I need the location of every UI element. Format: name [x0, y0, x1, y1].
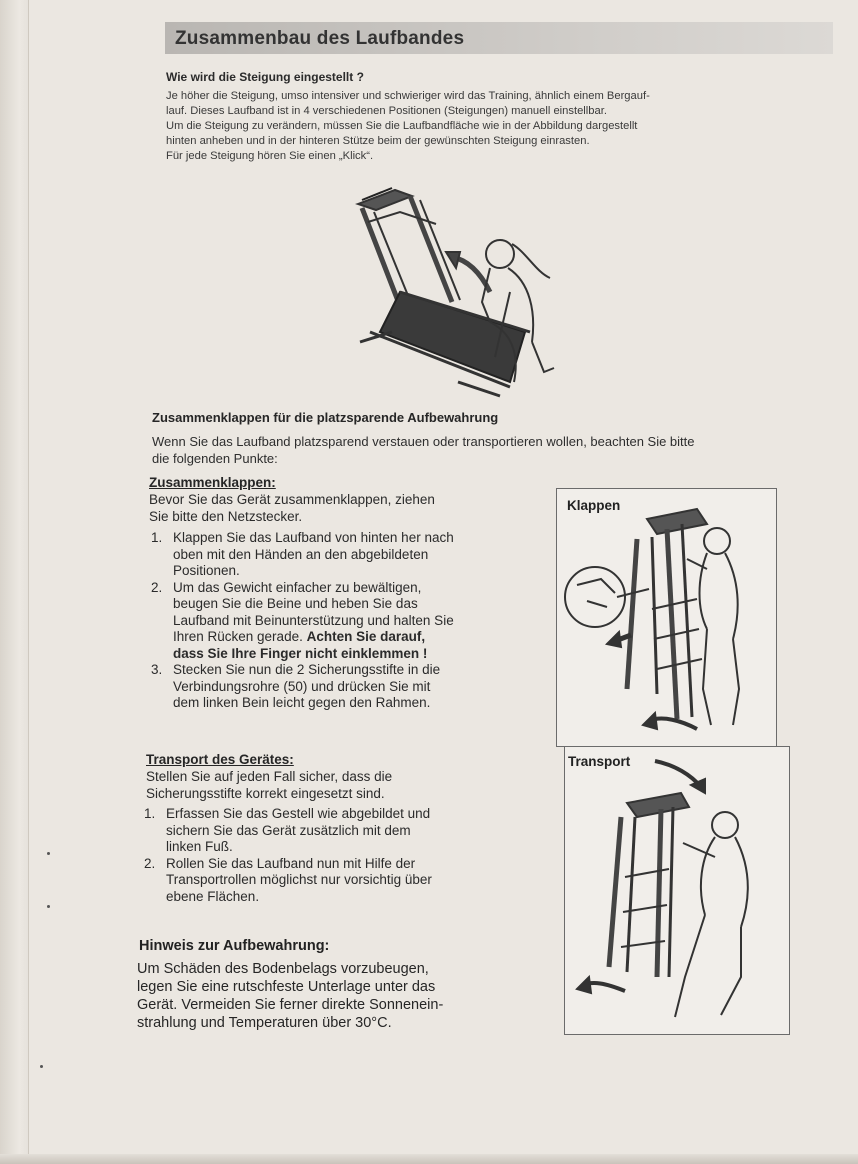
folding-step	[151, 662, 531, 712]
folding-subheading: Zusammenklappen:	[149, 475, 276, 490]
step-line: ebene Flächen.	[166, 888, 260, 904]
step-line: oben mit den Händen an den abgebildeten	[173, 546, 429, 562]
page-title: Zusammenbau des Laufbandes	[175, 28, 465, 49]
transport-label: Transport	[568, 754, 631, 769]
step-number: 2.	[144, 855, 156, 871]
incline-line: hinten anheben und in der hinteren Stütze beim der gewünschten Steigung einrasten.	[166, 135, 590, 147]
step-warning: Achten Sie darauf,	[306, 629, 426, 644]
transport-step	[144, 856, 524, 906]
transport-figure-panel	[564, 746, 790, 1035]
klappen-figure-panel	[556, 488, 777, 747]
step-warning: dass Sie Ihre Finger nicht einklemmen !	[173, 645, 428, 661]
step-line: beugen Sie die Beine und heben Sie das	[173, 596, 418, 611]
step-line: Positionen.	[173, 563, 240, 578]
incline-illustration	[340, 182, 580, 397]
step-line: sichern Sie das Gerät zusätzlich mit dem	[166, 822, 411, 838]
folding-intro	[152, 433, 695, 467]
folding-intro-line: Wenn Sie das Laufband platzsparend verstauen oder transportieren wollen, beachten Sie bitte	[152, 434, 695, 449]
step-line: linken Fuß.	[166, 839, 233, 854]
step-number: 3.	[151, 662, 163, 677]
step-line: Um das Gewicht einfacher zu bewältigen,	[173, 579, 422, 595]
folding-heading: Zusammenklappen für die platzsparende Aufbewahrung	[152, 410, 499, 425]
storage-line: legen Sie eine rutschfeste Unterlage unter das	[137, 979, 436, 995]
step-line: Verbindungsrohre (50) und drücken Sie mit	[173, 678, 431, 694]
storage-line: Gerät. Vermeiden Sie ferner direkte Sonnenein-	[137, 997, 444, 1013]
step-line: Ihren Rücken gerade.	[173, 629, 303, 644]
page-bottom-edge	[0, 1154, 858, 1164]
folding-sub-intro	[149, 492, 435, 525]
storage-heading: Hinweis zur Aufbewahrung:	[139, 938, 330, 954]
transport-intro-line: Sicherungsstifte korrekt eingesetzt sind.	[146, 785, 385, 801]
folding-sub-intro-line: Sie bitte den Netzstecker.	[149, 508, 303, 524]
storage-line: strahlung und Temperaturen über 30°C.	[137, 1015, 392, 1031]
storage-line: Um Schäden des Bodenbelags vorzubeugen,	[137, 961, 429, 977]
transport-intro	[146, 769, 392, 802]
transport-intro-line: Stellen Sie auf jeden Fall sicher, dass die	[146, 769, 393, 784]
storage-paragraph	[137, 960, 443, 1032]
incline-line: lauf. Dieses Laufband ist in 4 verschiedenen Positionen (Steigungen) manuell einstellbar.	[166, 105, 607, 117]
folding-sub-intro-line: Bevor Sie das Gerät zusammenklappen, ziehen	[149, 492, 435, 507]
transport-illustration	[565, 747, 789, 1034]
transport-steps	[144, 806, 524, 905]
step-line: Stecken Sie nun die 2 Sicherungsstifte in die	[173, 662, 441, 677]
incline-line: Je höher die Steigung, umso intensiver und schwieriger wird das Training, ähnlich einem Bergauf-	[166, 90, 650, 102]
step-number: 2.	[151, 579, 163, 595]
step-line: Erfassen Sie das Gestell wie abgebildet und	[166, 806, 431, 821]
page-edge	[0, 0, 29, 1164]
step-line: Klappen Sie das Laufband von hinten her nach	[173, 530, 454, 545]
folding-steps	[151, 530, 531, 712]
step-line: dem linken Bein leicht gegen den Rahmen.	[173, 695, 431, 710]
klappen-illustration	[557, 489, 776, 746]
incline-line: Für jede Steigung hören Sie einen „Klick“.	[166, 150, 374, 162]
page-mark	[47, 905, 50, 908]
step-line: Laufband mit Beinunterstützung und halten Sie	[173, 612, 454, 628]
transport-subheading: Transport des Gerätes:	[146, 752, 294, 767]
incline-line: Um die Steigung zu verändern, müssen Sie die Laufbandfläche wie in der Abbildung dargestellt	[166, 120, 638, 132]
section-title-bar	[165, 22, 833, 54]
transport-step	[144, 806, 524, 856]
page-mark	[40, 1065, 43, 1068]
step-number: 1.	[144, 806, 156, 821]
incline-heading: Wie wird die Steigung eingestellt ?	[166, 70, 364, 84]
step-number: 1.	[151, 530, 163, 545]
folding-step	[151, 530, 531, 580]
folding-step	[151, 580, 531, 663]
folding-intro-line: die folgenden Punkte:	[152, 451, 278, 466]
step-line: Transportrollen möglichst nur vorsichtig über	[166, 872, 432, 887]
incline-paragraph	[166, 89, 650, 164]
klappen-label: Klappen	[567, 498, 621, 513]
step-line: Rollen Sie das Laufband nun mit Hilfe der	[166, 855, 416, 871]
page-mark	[47, 852, 50, 855]
